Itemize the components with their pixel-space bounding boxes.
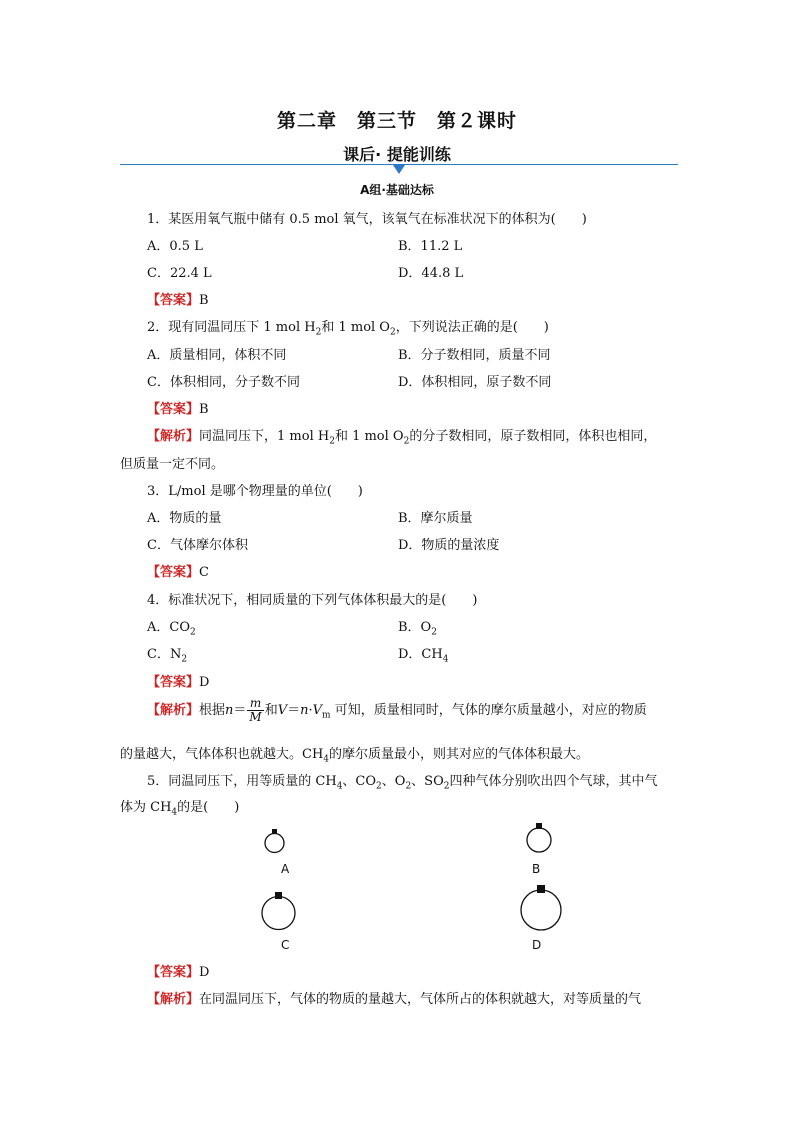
question-4-option-d: D．$CH_4$	[398, 647, 449, 665]
question-2-option-c: C．体积相同，分子数不同	[147, 375, 300, 390]
question-2-option-b: B．分子数相同，质量不同	[398, 348, 551, 363]
balloon-d	[521, 885, 561, 930]
balloon-label-d: D	[532, 938, 542, 952]
question-2-analysis: 【解析】同温同压下，1 mol $H_2$和 1 mol $O_2$的分子数相同，原子数相同，体积也相同，	[147, 429, 657, 447]
question-4-option-a: A．$CO_2$	[147, 620, 196, 638]
question-4-option-b: B．$O_2$	[398, 620, 437, 638]
question-1-stem: 1．某医用氧气瓶中储有 0.5 mol 氧气，该氧气在标准状况下的体积为( )	[147, 212, 587, 227]
question-5-answer: 【答案】D	[147, 965, 210, 980]
question-1-option-d: D．44.8 L	[398, 266, 464, 281]
balloon-b	[527, 823, 551, 852]
question-1-option-a: A．0.5 L	[147, 239, 203, 254]
question-2-analysis-line2: 但质量一定不同。	[120, 457, 225, 472]
question-3-option-b: B．摩尔质量	[398, 511, 473, 526]
question-2-stem: 2．现有同温同压下 1 mol $H_2$和 1 mol $O_2$，下列说法正确的是( )	[147, 320, 549, 338]
question-4-option-c: C．$N_2$	[147, 647, 188, 665]
question-2-option-d: D．体积相同，原子数不同	[398, 375, 552, 390]
page-title: 第二章 第三节 第２课时	[276, 110, 517, 132]
balloon-label-a: A	[281, 862, 290, 876]
question-5-stem-line2: 体为 $CH_4$的是( )	[120, 800, 240, 818]
balloon-a	[265, 829, 284, 853]
question-5-stem: 5．同温同压下，用等质量的 $CH_4$、$CO_2$、$O_2$、$SO_2$四种气体分别吹出四个气球，其中气	[147, 774, 658, 792]
question-3-stem: 3．L/mol 是哪个物理量的单位( )	[147, 484, 363, 499]
question-3-option-a: A．物质的量	[147, 511, 222, 526]
answer-value: B	[199, 293, 209, 308]
question-4-analysis: 【解析】根据n＝ $\frac{m}{M}$ 和$V=n\cdot V_m$ 可知，质量相同时，气体的摩尔质量越小，对应的物质	[147, 696, 647, 724]
balloon-label-b: B	[532, 862, 541, 876]
answer-tag: 【答案】	[147, 293, 200, 308]
question-3-option-c: C．气体摩尔体积	[147, 538, 248, 553]
question-3-answer: 【答案】C	[147, 565, 209, 580]
down-triangle-icon	[393, 165, 405, 174]
question-1-answer	[147, 289, 209, 308]
balloon-c	[262, 892, 295, 930]
question-5-analysis: 【解析】在同温同压下，气体的物质的量越大，气体所占的体积就越大，对等质量的气	[147, 992, 642, 1007]
section-heading: A组·基础达标	[360, 183, 434, 197]
question-2-option-a: A．质量相同，体积不同	[147, 348, 287, 363]
question-1-option-b: B．11.2 L	[398, 239, 463, 254]
balloon-label-c: C	[281, 938, 290, 952]
page-subtitle: 课后· 提能训练	[343, 145, 451, 164]
question-1-option-c: C．22.4 L	[147, 266, 212, 281]
question-3-option-d: D．物质的量浓度	[398, 538, 500, 553]
question-2-answer: 【答案】B	[147, 402, 209, 417]
question-4-analysis-line2: 的量越大，气体体积也就越大。$CH_4$的摩尔质量最小，则其对应的气体体积最大。	[120, 747, 590, 765]
fraction-m-over-M: $\frac{m}{M}$	[249, 696, 262, 724]
question-4-stem: 4．标准状况下，相同质量的下列气体体积最大的是( )	[147, 593, 478, 608]
question-4-answer: 【答案】D	[147, 675, 210, 690]
